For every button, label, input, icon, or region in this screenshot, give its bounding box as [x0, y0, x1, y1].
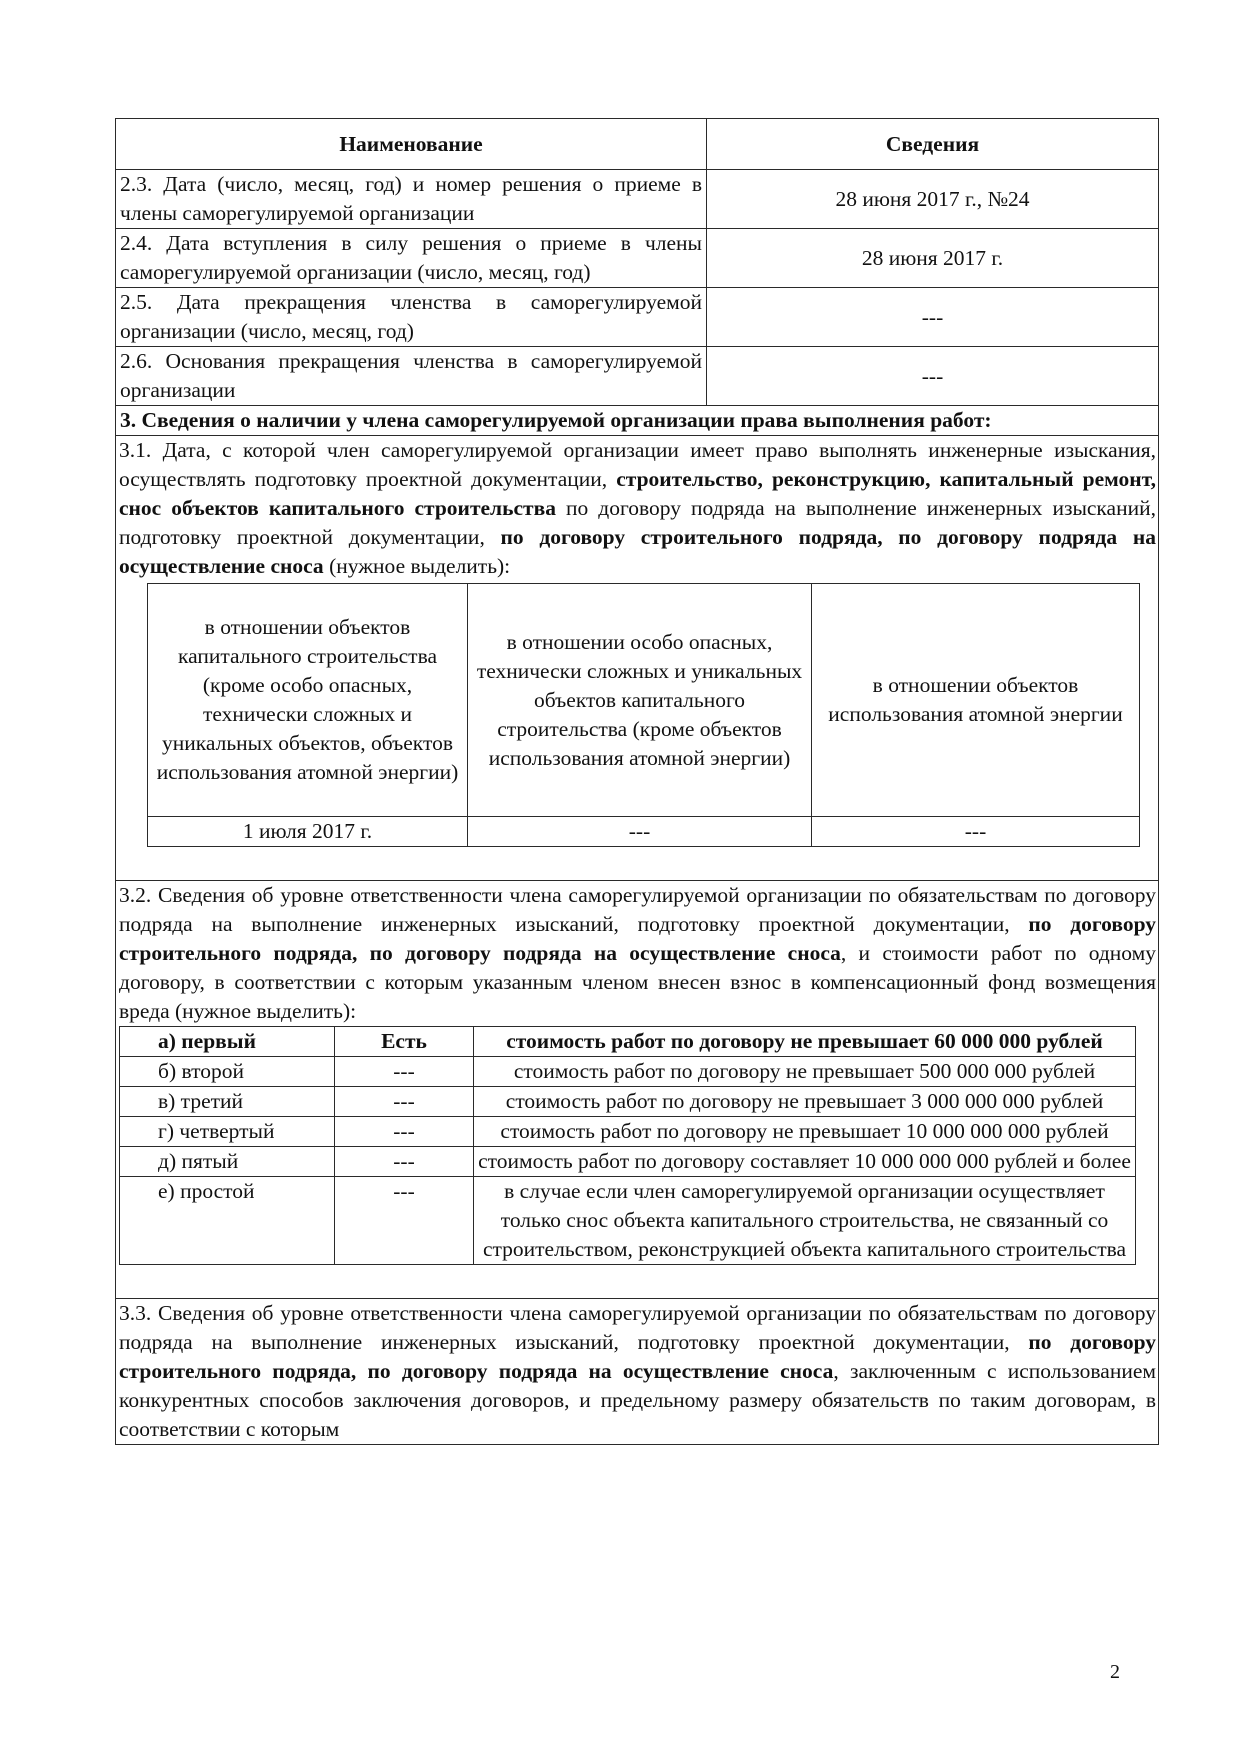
level-mark: ---	[335, 1177, 474, 1265]
level-mark: ---	[335, 1087, 474, 1117]
header-name: Наименование	[116, 119, 707, 170]
paragraph-3-3: 3.3. Сведения об уровне ответственности члена саморегулируемой организации по обязательствам по договору подряда на выполнение инженерных изысканий, подготовку проектной документации, по договору строительного подряда, по договору подряда на осуществление сноса, заключенным с использованием конкурентных способов заключения договоров, и предельному размеру обязательств по таким договорам, в соответствии с которым	[119, 1301, 1157, 1441]
level-description: стоимость работ по договору не превышает 10 000 000 000 рублей	[474, 1117, 1136, 1147]
paragraph-3-2: 3.2. Сведения об уровне ответственности члена саморегулируемой организации по обязательствам по договору подряда на выполнение инженерных изысканий, подготовку проектной документации, по договору строительного подряда, по договору подряда на осуществление сноса, и стоимости работ по одному договору, в соответствии с которым указанным членом внесен взнос в компенсационный фонд возмещения вреда (нужное выделить):	[119, 883, 1157, 1023]
row-label: 2.3. Дата (число, месяц, год) и номер решения о приеме в члены саморегулируемой организации	[116, 170, 707, 229]
section-title-row	[116, 406, 1159, 436]
section-3-1-row	[116, 436, 1159, 881]
section-3-3-row	[116, 1299, 1159, 1445]
table-row	[116, 288, 1159, 347]
level-mark: ---	[335, 1057, 474, 1087]
row-label: 2.6. Основания прекращения членства в саморегулируемой организации	[116, 347, 707, 406]
level-description: стоимость работ по договору не превышает 500 000 000 рублей	[474, 1057, 1136, 1087]
level-row	[120, 1177, 1136, 1265]
objects-value-cell: 1 июля 2017 г.	[148, 817, 468, 847]
row-value: ---	[707, 347, 1159, 406]
table-row	[116, 347, 1159, 406]
objects-header-cell: в отношении объектов использования атомной энергии	[812, 584, 1140, 817]
objects-value-cell: ---	[468, 817, 812, 847]
paragraph-3-1: 3.1. Дата, с которой член саморегулируемой организации имеет право выполнять инженерные изыскания, осуществлять подготовку проектной документации, строительство, реконструкцию, капитальный ремонт, снос объектов капитального строительства по договору подряда на выполнение инженерных изысканий, подготовку проектной документации, по договору строительного подряда, по договору подряда на осуществление сноса (нужное выделить):	[119, 438, 1157, 578]
page-number: 2	[1110, 1661, 1120, 1683]
objects-header-row	[148, 584, 1140, 817]
level-label: б) второй	[120, 1057, 335, 1087]
row-value: ---	[707, 288, 1159, 347]
row-label: 2.4. Дата вступления в силу решения о приеме в члены саморегулируемой организации (число, месяц, год)	[116, 229, 707, 288]
objects-value-row	[148, 817, 1140, 847]
registry-table	[115, 118, 1159, 1445]
level-mark: ---	[335, 1147, 474, 1177]
level-label: д) пятый	[120, 1147, 335, 1177]
section-3-2-row	[116, 881, 1159, 1299]
table-row	[116, 170, 1159, 229]
level-row	[120, 1057, 1136, 1087]
level-description: стоимость работ по договору не превышает 60 000 000 рублей	[474, 1027, 1136, 1057]
objects-value-cell: ---	[812, 817, 1140, 847]
row-label: 2.5. Дата прекращения членства в саморегулируемой организации (число, месяц, год)	[116, 288, 707, 347]
level-label: а) первый	[120, 1027, 335, 1057]
objects-table	[147, 583, 1140, 847]
level-mark: ---	[335, 1117, 474, 1147]
level-row	[120, 1117, 1136, 1147]
objects-header-cell: в отношении объектов капитального строительства (кроме особо опасных, технически сложных и уникальных объектов, объектов использования атомной энергии)	[148, 584, 468, 817]
row-value: 28 июня 2017 г., №24	[707, 170, 1159, 229]
level-row	[120, 1027, 1136, 1057]
table-header-row	[116, 119, 1159, 170]
level-label: г) четвертый	[120, 1117, 335, 1147]
level-label: е) простой	[120, 1177, 335, 1265]
header-info: Сведения	[707, 119, 1159, 170]
objects-header-cell: в отношении особо опасных, технически сложных и уникальных объектов капитального строительства (кроме объектов использования атомной энергии)	[468, 584, 812, 817]
table-row	[116, 229, 1159, 288]
level-description: стоимость работ по договору составляет 10 000 000 000 рублей и более	[474, 1147, 1136, 1177]
level-row	[120, 1147, 1136, 1177]
level-label: в) третий	[120, 1087, 335, 1117]
row-value: 28 июня 2017 г.	[707, 229, 1159, 288]
responsibility-levels-table	[119, 1026, 1136, 1265]
level-description: стоимость работ по договору не превышает 3 000 000 000 рублей	[474, 1087, 1136, 1117]
level-mark: Есть	[335, 1027, 474, 1057]
section-3-title: 3. Сведения о наличии у члена саморегулируемой организации права выполнения работ:	[116, 406, 1159, 436]
level-description: в случае если член саморегулируемой организации осуществляет только снос объекта капитального строительства, не связанный со строительством, реконструкцией объекта капитального строительства	[474, 1177, 1136, 1265]
level-row	[120, 1087, 1136, 1117]
